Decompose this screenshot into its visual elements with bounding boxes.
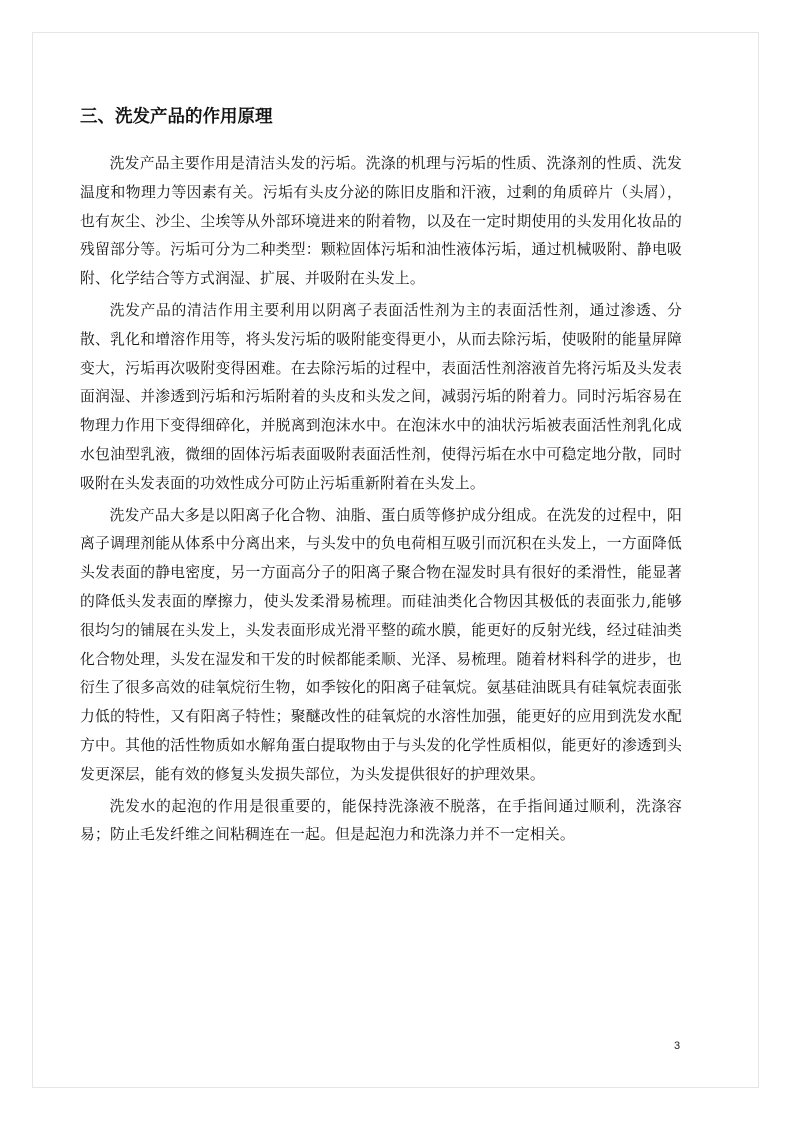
- section-title: 三、洗发产品的作用原理: [80, 107, 273, 127]
- page-number: 3: [674, 1040, 681, 1052]
- paragraph-3: 洗发产品大多是以阳离子化合物、油脂、蛋白质等修护成分组成。在洗发的过程中，阳离子调理剂能从体系中分离出来，与头发中的负电荷相互吸引而沉积在头发上，一方面降低头发表面的静电密度，另一方面高分子的阳离子聚合物在湿发时具有很好的柔滑性，能显著的降低头发表面的摩擦力，使头发柔滑易梳理。而硅油类化合物因其极低的表面张力,能够很均匀的铺展在头发上，头发表面形成光滑平整的疏水膜，能更好的反射光线，经过硅油类化合物处理，头发在湿发和干发的时候都能柔顺、光泽、易梳理。随着材料科学的进步，也衍生了很多高效的硅氧烷衍生物，如季铵化的阳离子硅氧烷。氨基硅油既具有硅氧烷表面张力低的特性，又有阳离子特性；聚醚改性的硅氧烷的水溶性加强，能更好的应用到洗发水配方中。其他的活性物质如水解角蛋白提取物由于与头发的化学性质相似，能更好的渗透到头发更深层，能有效的修复头发损失部位，为头发提供很好的护理效果。: [80, 506, 682, 783]
- paragraph-2: 洗发产品的清洁作用主要利用以阴离子表面活性剂为主的表面活性剂，通过渗透、分散、乳化和增溶作用等，将头发污垢的吸附能变得更小，从而去除污垢，使吸附的能量屏障变大，污垢再次吸附变得困难。在去除污垢的过程中，表面活性剂溶液首先将污垢及头发表面润湿、并渗透到污垢和污垢附着的头皮和头发之间，减弱污垢的附着力。同时污垢容易在物理力作用下变得细碎化，并脱离到泡沫水中。在泡沫水中的油状污垢被表面活性剂乳化成水包油型乳液，微细的固体污垢表面吸附表面活性剂，使得污垢在水中可稳定地分散，同时吸附在头发表面的功效性成分可防止污垢重新附着在头发上。: [80, 301, 682, 492]
- paragraph-4: 洗发水的起泡的作用是很重要的，能保持洗涤液不脱落，在手指间通过顺利，洗涤容易；防止毛发纤维之间粘稠连在一起。但是起泡力和洗涤力并不一定相关。: [80, 797, 682, 844]
- document-body: [80, 104, 682, 850]
- paragraph-1: 洗发产品主要作用是清洁头发的污垢。洗涤的机理与污垢的性质、洗涤剂的性质、洗发温度和物理力等因素有关。污垢有头皮分泌的陈旧皮脂和汗液，过剩的角质碎片（头屑），也有灰尘、沙尘、尘埃等从外部环境进来的附着物，以及在一定时期使用的头发用化妆品的残留部分等。污垢可分为二种类型：颗粒固体污垢和油性液体污垢，通过机械吸附、静电吸附、化学结合等方式润湿、扩展、并吸附在头发上。: [80, 155, 682, 288]
